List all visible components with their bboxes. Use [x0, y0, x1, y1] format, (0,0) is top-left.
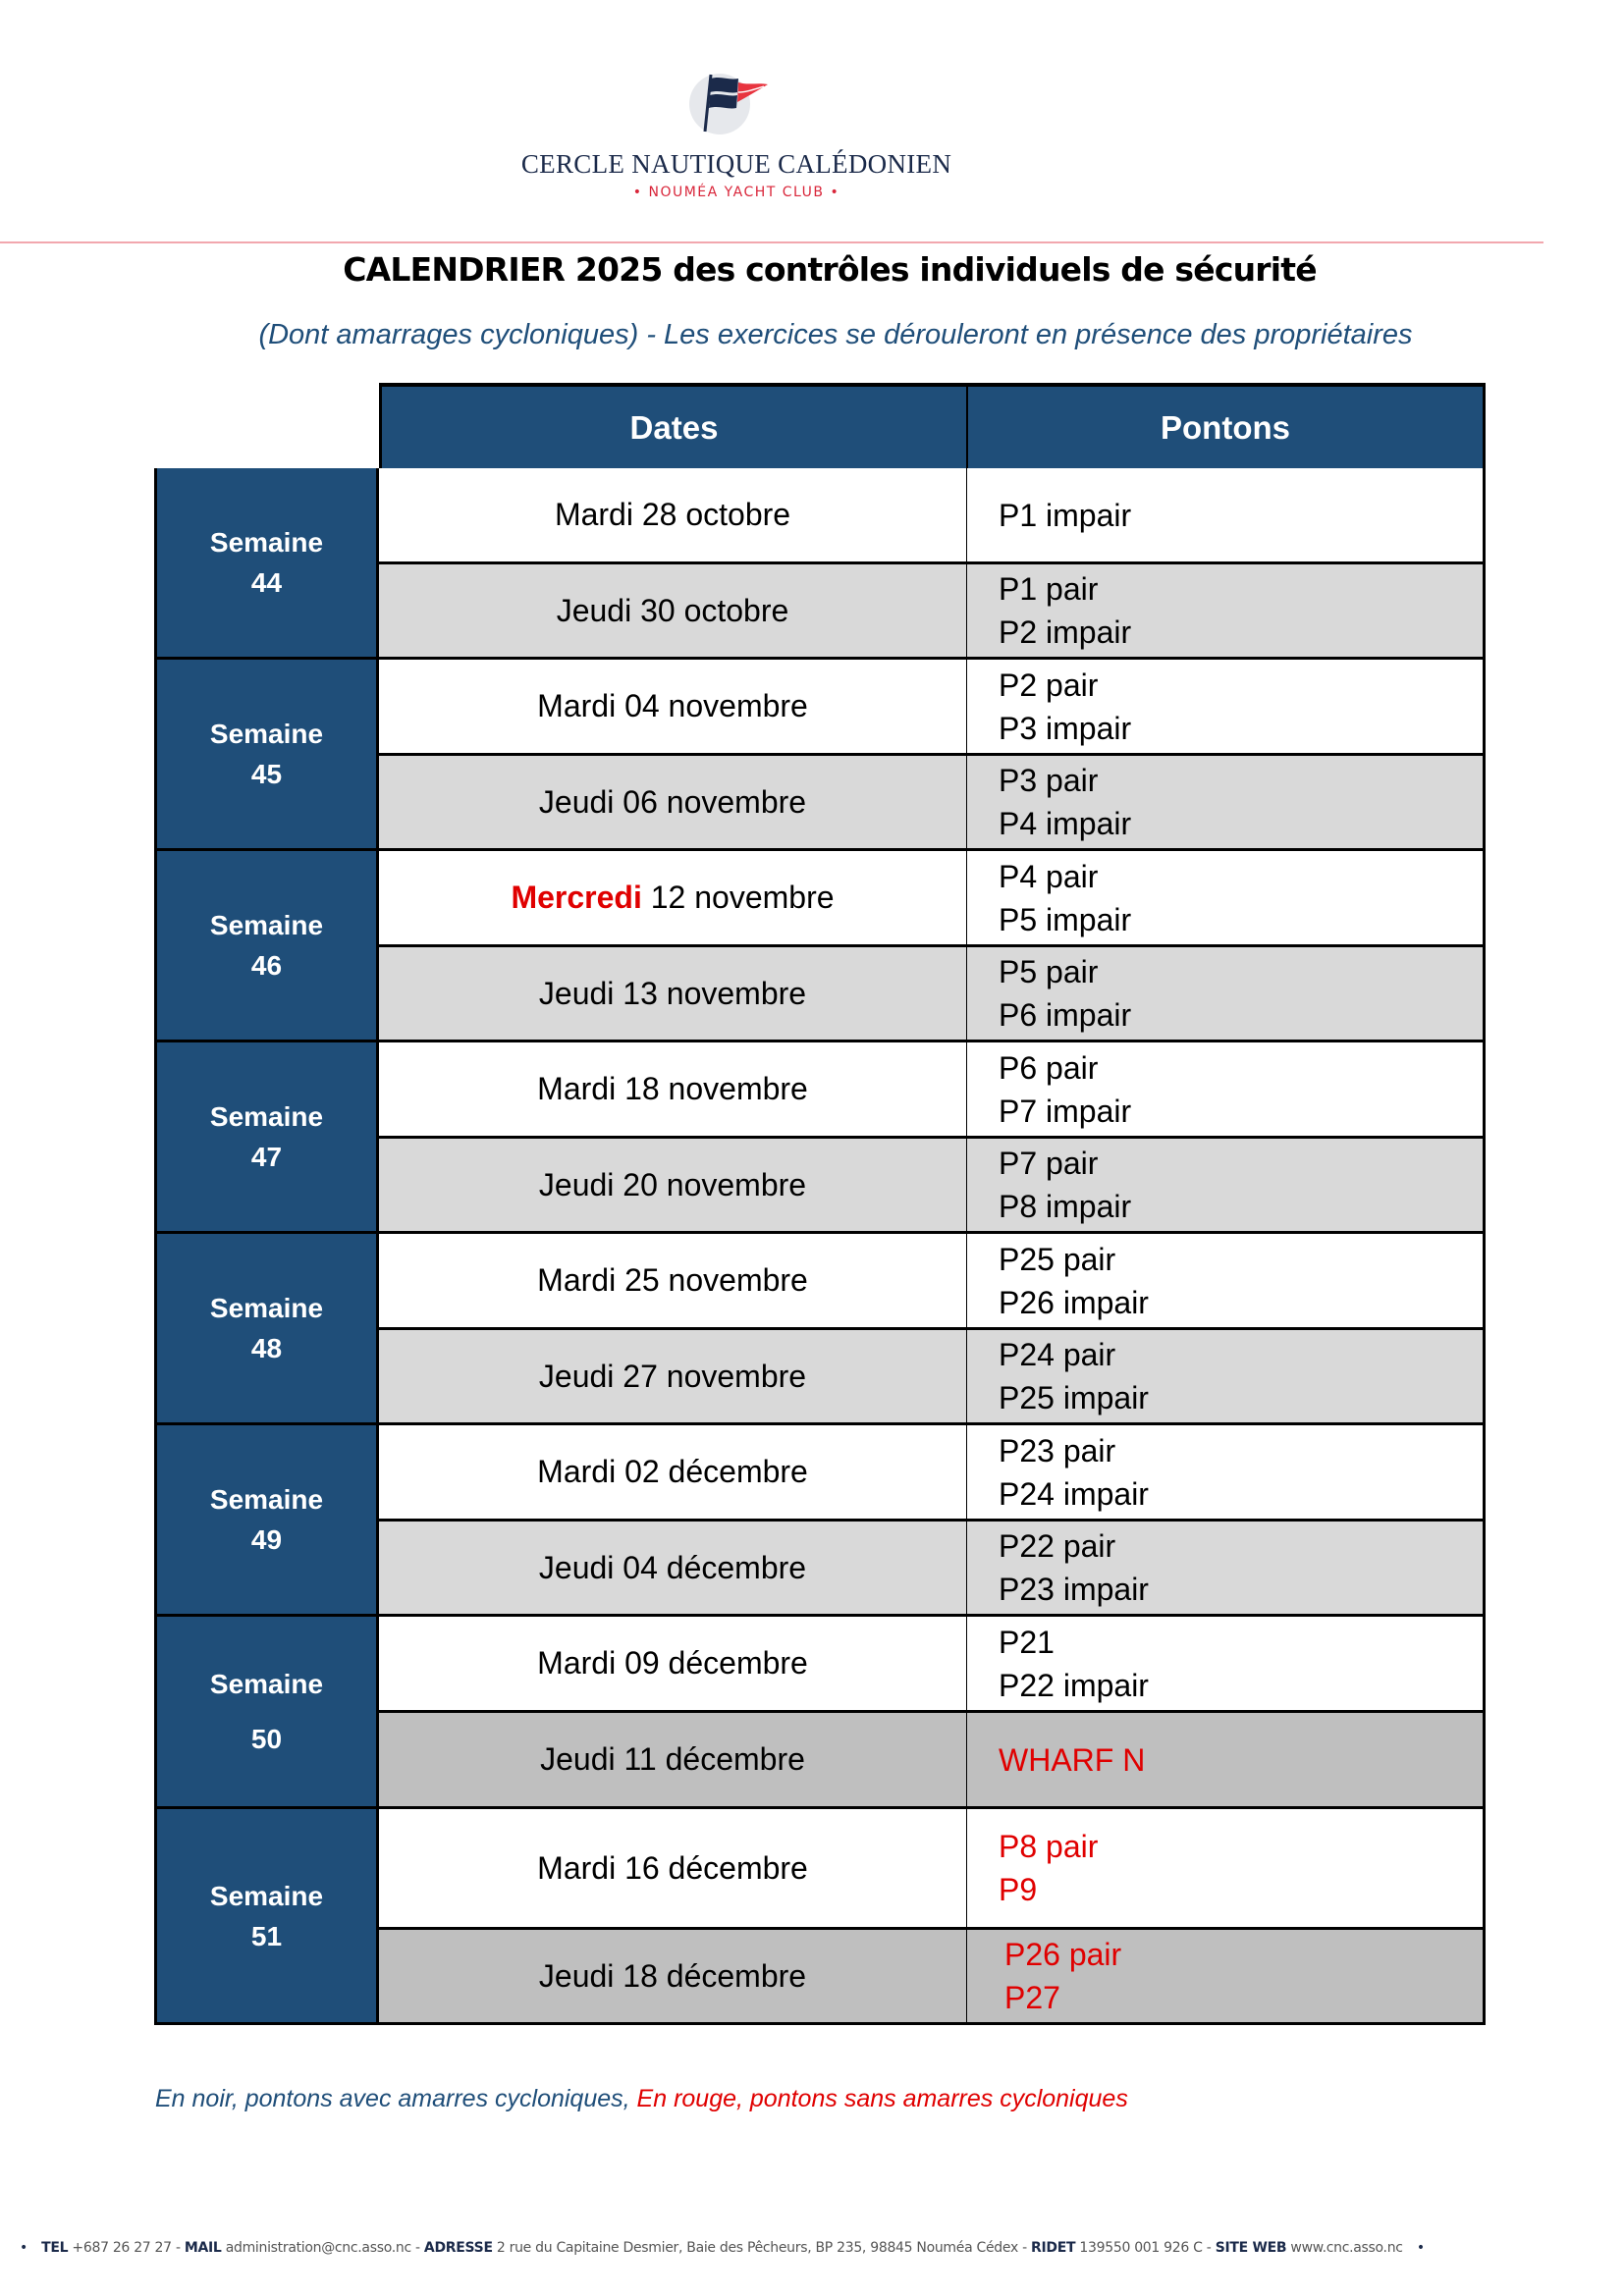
date-text: Jeudi 27 novembre: [538, 1358, 807, 1394]
week-cell: [154, 1425, 379, 1617]
table-row: [379, 1330, 1486, 1425]
org-subtitle: • NOUMÉA YACHT CLUB •: [632, 185, 840, 200]
week-number: 51: [250, 1920, 283, 1951]
ponton-entry: P26 pair: [1004, 1937, 1122, 1972]
week-number: 49: [250, 1524, 283, 1555]
page-subtitle: (Dont amarrages cycloniques) - Les exercices se dérouleront en présence des propriétaires: [258, 319, 1413, 350]
ponton-entry: P22 pair: [999, 1528, 1116, 1564]
table-row: [379, 564, 1486, 660]
week-number: 47: [250, 1142, 283, 1172]
date-text: Jeudi 20 novembre: [538, 1166, 807, 1202]
week-group: [154, 1617, 1486, 1809]
week-cell: [154, 468, 379, 660]
date-cell: [379, 756, 967, 848]
date-text: Mardi 16 décembre: [537, 1849, 808, 1886]
week-group: [154, 468, 1486, 660]
ponton-entry: P23 pair: [999, 1432, 1116, 1468]
legend-red: En rouge, pontons sans amarres cycloniques: [636, 2085, 1128, 2112]
week-group: [154, 851, 1486, 1042]
date-cell: [379, 1522, 967, 1614]
table-row: [379, 1234, 1486, 1330]
ponton-entry: P5 impair: [999, 901, 1132, 937]
ponton-entry: P8 pair: [999, 1829, 1099, 1864]
date-cell: [379, 1617, 967, 1710]
ponton-entry: P8 impair: [999, 1189, 1132, 1224]
date-cell: [379, 1139, 967, 1231]
pontons-cell: [967, 1930, 1483, 2022]
pontons-cell: [967, 1139, 1483, 1231]
week-group: [154, 1234, 1486, 1425]
ponton-entry: P26 impair: [999, 1284, 1149, 1320]
week-cell: [154, 1809, 379, 2025]
date-text: Mardi 02 décembre: [537, 1454, 808, 1489]
week-group: [154, 1425, 1486, 1617]
ponton-entry: P2 pair: [999, 667, 1099, 703]
week-label: Semaine: [209, 719, 324, 749]
ponton-entry: P2 impair: [999, 614, 1132, 650]
ponton-entry: P3 pair: [999, 763, 1099, 798]
column-header-pontons: Pontons: [967, 383, 1486, 468]
date-day-highlight: Mercredi: [511, 880, 642, 915]
ponton-entry: P7 pair: [999, 1146, 1099, 1181]
week-cell: [154, 1234, 379, 1425]
ponton-entry: P25 pair: [999, 1241, 1116, 1277]
date-cell: [379, 1809, 967, 1927]
date-cell: [379, 1330, 967, 1422]
pontons-cell: [967, 947, 1483, 1040]
footer-bullet-right: •: [1416, 2240, 1425, 2256]
date-cell: [379, 468, 967, 561]
pontons-cell: [967, 1234, 1483, 1327]
footer-web[interactable]: www.cnc.asso.nc: [1290, 2240, 1403, 2256]
date-text: Mardi 04 novembre: [537, 688, 808, 723]
pontons-cell: [967, 1809, 1483, 1927]
week-label: Semaine: [209, 1101, 324, 1132]
ponton-entry: P23 impair: [999, 1572, 1149, 1607]
table-row: [379, 468, 1486, 564]
footer-sep: -: [1206, 2240, 1212, 2256]
org-name: CERCLE NAUTIQUE CALÉDONIEN: [520, 149, 952, 179]
date-text: Jeudi 06 novembre: [538, 783, 807, 820]
week-label: Semaine: [209, 1668, 324, 1699]
date-text: Mardi 09 décembre: [537, 1645, 808, 1681]
club-logo: [687, 71, 785, 139]
date-text: Jeudi 18 décembre: [538, 1957, 807, 1994]
ponton-entry: P21: [999, 1624, 1055, 1660]
date-text: Mardi 25 novembre: [537, 1262, 808, 1298]
week-label: Semaine: [209, 1880, 324, 1911]
week-label: Semaine: [209, 910, 324, 940]
date-text: Jeudi 11 décembre: [540, 1741, 805, 1777]
ponton-entry: P3 impair: [999, 710, 1132, 746]
week-group: [154, 660, 1486, 851]
legend: [155, 2085, 1128, 2113]
footer-ridet: 139550 001 926 C: [1079, 2240, 1203, 2256]
ponton-entry: P1 impair: [999, 497, 1132, 533]
footer-sep: -: [1022, 2240, 1027, 2256]
table-row: [379, 1139, 1486, 1234]
pontons-cell: [967, 1042, 1483, 1136]
pontons-cell: [967, 1617, 1483, 1710]
date-text: Jeudi 30 octobre: [556, 592, 789, 628]
date-cell: [379, 564, 967, 657]
flag-pennant-icon: [687, 71, 785, 139]
week-group: [154, 1809, 1486, 2025]
date-rest: 12 novembre: [641, 880, 835, 915]
table-row: [379, 1042, 1486, 1139]
date-cell: [379, 1425, 967, 1519]
ponton-entry: P22 impair: [999, 1667, 1149, 1703]
date-cell: [379, 851, 967, 944]
ponton-entry: P4 impair: [999, 806, 1132, 841]
week-label: Semaine: [209, 1293, 324, 1323]
table-row: [379, 851, 1486, 947]
pontons-cell: [967, 660, 1483, 753]
footer-sep: -: [175, 2240, 181, 2256]
footer-ridet-label: RIDET: [1031, 2240, 1076, 2256]
table-row: [379, 756, 1486, 851]
ponton-entry: WHARF N: [999, 1741, 1146, 1778]
pontons-cell: [967, 468, 1483, 561]
footer-tel-label: TEL: [41, 2240, 69, 2256]
table-row: [379, 1713, 1486, 1809]
ponton-entry: P25 impair: [999, 1380, 1149, 1415]
date-text: Jeudi 04 décembre: [538, 1549, 807, 1585]
pontons-cell: [967, 564, 1483, 657]
footer-sep: -: [415, 2240, 420, 2256]
date-cell: [379, 1234, 967, 1327]
footer: [20, 2240, 1425, 2256]
table-row: [379, 1617, 1486, 1713]
ponton-entry: P4 pair: [999, 858, 1099, 894]
week-group: [154, 1042, 1486, 1234]
date-text: Mardi 18 novembre: [537, 1071, 808, 1106]
table-row: [379, 1522, 1486, 1617]
footer-bullet-left: •: [20, 2240, 27, 2256]
pontons-cell: [967, 756, 1483, 848]
date-cell: [379, 1930, 967, 2022]
week-cell: [154, 660, 379, 851]
week-label: Semaine: [209, 527, 324, 558]
week-number: 46: [250, 950, 283, 981]
week-number: 48: [250, 1333, 283, 1363]
footer-mail[interactable]: administration@cnc.asso.nc: [225, 2240, 411, 2256]
ponton-entry: P6 pair: [999, 1049, 1099, 1086]
pontons-cell: [967, 851, 1483, 944]
ponton-entry: P9: [999, 1872, 1038, 1907]
ponton-entry: P6 impair: [999, 997, 1132, 1033]
table-row: [379, 660, 1486, 756]
week-cell: [154, 851, 379, 1042]
date-cell: [379, 1713, 967, 1806]
pontons-cell: [967, 1330, 1483, 1422]
legend-black: En noir, pontons avec amarres cycloniques,: [155, 2085, 630, 2112]
week-number: 45: [250, 759, 283, 789]
ponton-entry: P24 pair: [999, 1337, 1116, 1372]
table-row: [379, 947, 1486, 1042]
footer-address-label: ADRESSE: [423, 2240, 493, 2256]
date-cell: [379, 660, 967, 753]
footer-mail-label: MAIL: [184, 2240, 222, 2256]
pontons-cell: [967, 1522, 1483, 1614]
week-number: 50: [250, 1723, 283, 1754]
table-row: [379, 1809, 1486, 1930]
pontons-cell: [967, 1425, 1483, 1519]
footer-tel: +687 26 27 27: [72, 2240, 172, 2256]
date-cell: [379, 1042, 967, 1136]
date-text: Jeudi 13 novembre: [538, 975, 807, 1011]
header-divider: [0, 241, 1543, 243]
table-row: [379, 1930, 1486, 2025]
ponton-entry: P5 pair: [999, 954, 1099, 989]
week-label: Semaine: [209, 1484, 324, 1515]
date-cell: [379, 947, 967, 1040]
week-number: 44: [250, 567, 283, 598]
page-title: CALENDRIER 2025 des contrôles individuels de sécurité: [343, 250, 1317, 289]
ponton-entry: P27: [1004, 1980, 1060, 2015]
footer-address: 2 rue du Capitaine Desmier, Baie des Pêcheurs, BP 235, 98845 Nouméa Cédex: [496, 2240, 1018, 2256]
ponton-entry: P1 pair: [999, 571, 1099, 607]
week-cell: [154, 1042, 379, 1234]
table-row: [379, 1425, 1486, 1522]
ponton-entry: P7 impair: [999, 1093, 1132, 1129]
ponton-entry: P24 impair: [999, 1475, 1149, 1512]
week-cell: [154, 1617, 379, 1809]
pontons-cell: [967, 1713, 1483, 1806]
date-text: Mardi 28 octobre: [554, 497, 791, 532]
column-header-dates: Dates: [379, 383, 967, 468]
footer-web-label: SITE WEB: [1215, 2240, 1287, 2256]
